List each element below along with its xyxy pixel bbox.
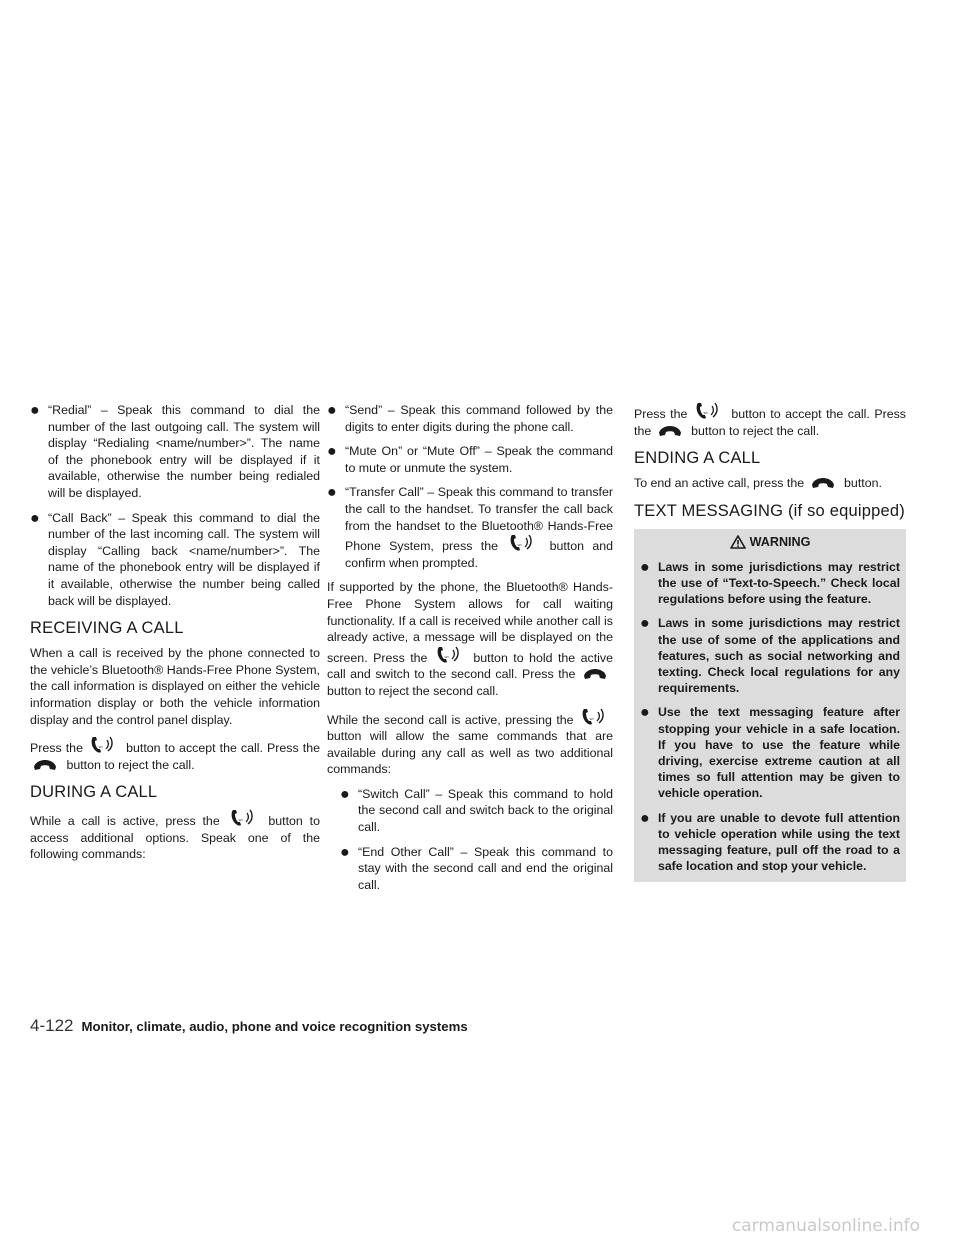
during-paragraph: While a call is active, press the button to access additional options. Speak one of the following commands: (30, 809, 320, 863)
list-item (30, 402, 320, 502)
bullet-glyph: ● (30, 509, 40, 527)
phone-talk-icon (695, 402, 721, 420)
bullet-glyph: ● (340, 785, 350, 803)
list-item (327, 402, 613, 435)
redial-text: “Redial” – Speak this command to dial the number of the last outgoing call. The system will display “Redialing <name/number>”. The name of the phonebook entry will be displayed if it available, otherwise the number being redialed will be displayed. (48, 403, 320, 500)
warning-triangle-icon (730, 535, 746, 549)
list-item (640, 704, 900, 801)
warning-text: Use the text messaging feature after stopping your vehicle in a safe location. If you have to use the feature while driving, exercise extreme caution at all times so full attention may be given to vehicle operation. (658, 705, 900, 801)
bullet-glyph: ● (640, 615, 650, 633)
call-waiting-paragraph: If supported by the phone, the Bluetooth® Hands-Free Phone System allows for call waiting functionality. If a call is received while another call is already active, a message will be displayed on the screen. Press the button to hold the active call and switch to the second call. Press the button to reject the second call. (327, 580, 614, 698)
page-footer (30, 1016, 468, 1036)
bullet-glyph: ● (640, 558, 650, 576)
column-1 (30, 402, 320, 863)
second-call-paragraph: While the second call is active, pressing the button will allow the same commands that are available during any call as well as two additional commands: (327, 708, 613, 778)
list-item (327, 443, 613, 476)
list-item (640, 810, 900, 875)
bullet-glyph: ● (640, 704, 650, 722)
section-heading-receiving: RECEIVING A CALL (30, 619, 184, 638)
press-accept-paragraph: Press the button to accept the call. Press the button to reject the call. (634, 402, 906, 439)
page-number: 4-122 (30, 1016, 74, 1035)
bullet-glyph: ● (340, 843, 350, 861)
warning-text: Laws in some jurisdictions may restrict the use of “Text-to-Speech.” Check local regulations before using the feature. (658, 559, 900, 607)
switch-call-text: “Switch Call” – Speak this command to hold the second call and switch back to the original call. (358, 786, 613, 835)
bullet-glyph: ● (30, 402, 40, 419)
phone-talk-icon (509, 534, 535, 552)
phone-talk-icon (436, 646, 462, 664)
phone-hangup-icon (583, 668, 607, 680)
list-item (340, 786, 613, 836)
receiving-paragraph: When a call is received by the phone connected to the vehicle’s Bluetooth® Hands-Free Phone System, the call information is displayed on either the vehicle information display or both the vehicle information display and the control panel display. (30, 646, 320, 727)
warning-title: WARNING (640, 535, 900, 549)
warning-text: If you are unable to devote full attention to vehicle operation while using the text messaging feature, pull off the road to a safe location and stop your vehicle. (658, 810, 900, 874)
phone-talk-icon (230, 809, 256, 827)
phone-talk-icon (581, 708, 607, 726)
end-other-call-text: “End Other Call” – Speak this command to stay with the second call and end the original call. (358, 844, 613, 892)
phone-hangup-icon (658, 425, 682, 437)
column-2 (327, 402, 613, 901)
warning-text: Laws in some jurisdictions may restrict the use of some of the applications and features, such as social networking and texting. Check local regulations for any requirements. (658, 616, 900, 696)
section-heading-text-messaging: TEXT MESSAGING (if so equipped) (634, 501, 905, 520)
send-text: “Send” – Speak this command followed by the digits to enter digits during the phone call. (345, 403, 613, 434)
transfer-text: “Transfer Call” – Speak this command to transfer the call to the handset. To transfer the call back from the handset to the Bluetooth® Hands-Free Phone System, press the button and confirm when prompted. (345, 485, 613, 570)
section-heading-during: DURING A CALL (30, 783, 158, 802)
list-item (340, 844, 613, 894)
bullet-glyph: ● (640, 809, 650, 827)
receiving-press-paragraph: Press the button to accept the call. Press the button to reject the call. (30, 736, 320, 773)
list-item (327, 484, 613, 571)
list-item (640, 559, 900, 608)
call-back-text: “Call Back” – Speak this command to dial the number of the last incoming call. The system will display “Calling back <name/number>”. The name of the phonebook entry will be displayed if it available, otherwise the number being called back will be displayed. (48, 510, 320, 608)
chapter-title: Monitor, climate, audio, phone and voice recognition systems (81, 1019, 468, 1034)
bullet-glyph: ● (327, 443, 337, 461)
mute-text: “Mute On” or “Mute Off” – Speak the command to mute or unmute the system. (345, 444, 613, 475)
phone-hangup-icon (811, 477, 835, 489)
bullet-glyph: ● (327, 402, 337, 419)
watermark: carmanualsonline.info (731, 1216, 920, 1236)
bullet-glyph: ● (327, 484, 337, 502)
column-3 (634, 402, 906, 882)
section-heading-ending: ENDING A CALL (634, 449, 761, 468)
phone-talk-icon (90, 736, 116, 754)
list-item (30, 510, 320, 610)
warning-box (634, 529, 906, 883)
ending-paragraph: To end an active call, press the button. (634, 476, 882, 491)
list-item (640, 615, 900, 696)
phone-hangup-icon (33, 759, 57, 771)
